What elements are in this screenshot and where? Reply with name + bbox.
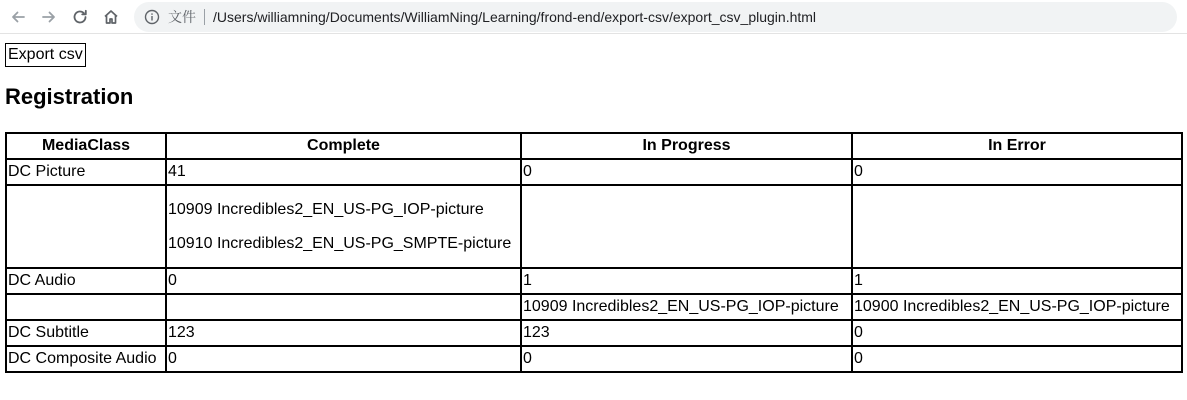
cell-in-error: 0	[852, 346, 1182, 372]
cell-mediaclass	[6, 185, 166, 268]
table-row	[6, 159, 1182, 185]
cell-in-error: 0	[852, 320, 1182, 346]
cell-in-error: 0	[852, 159, 1182, 185]
back-button[interactable]	[7, 6, 29, 28]
cell-mediaclass	[6, 294, 166, 320]
arrow-left-icon	[9, 8, 27, 26]
arrow-right-icon	[40, 8, 58, 26]
table-row	[6, 320, 1182, 346]
reload-icon	[71, 8, 89, 26]
cell-mediaclass: DC Picture	[6, 159, 166, 185]
info-icon[interactable]	[144, 9, 160, 25]
address-protocol: 文件	[168, 8, 196, 25]
cell-complete: 0	[166, 346, 521, 372]
cell-mediaclass: DC Subtitle	[6, 320, 166, 346]
reload-button[interactable]	[69, 6, 91, 28]
cell-in-progress	[521, 185, 852, 268]
page-title: Registration	[5, 84, 134, 109]
table-row	[6, 268, 1182, 294]
table-row-detail	[6, 185, 1182, 268]
table-row-detail	[6, 294, 1182, 320]
header-complete: Complete	[166, 133, 521, 159]
cell-mediaclass: DC Audio	[6, 268, 166, 294]
cell-in-progress: 0	[521, 346, 852, 372]
cell-complete: 41	[166, 159, 521, 185]
cell-complete: 0	[166, 268, 521, 294]
table-row	[6, 346, 1182, 372]
cell-complete: 123	[166, 320, 521, 346]
cell-in-error: 10900 Incredibles2_EN_US-PG_IOP-picture	[852, 294, 1182, 320]
cell-complete-list	[166, 185, 521, 268]
page-content	[0, 34, 1187, 373]
cell-in-error	[852, 185, 1182, 268]
browser-toolbar	[0, 0, 1187, 34]
cell-mediaclass: DC Composite Audio	[6, 346, 166, 372]
cell-in-error: 1	[852, 268, 1182, 294]
cell-in-progress: 0	[521, 159, 852, 185]
cell-in-progress: 1	[521, 268, 852, 294]
header-mediaclass: MediaClass	[6, 133, 166, 159]
header-in-progress: In Progress	[521, 133, 852, 159]
cell-in-progress: 10909 Incredibles2_EN_US-PG_IOP-picture	[521, 294, 852, 320]
address-path: /Users/williamning/Documents/WilliamNing/Learning/frond-end/export-csv/export_csv_plugin.html	[213, 8, 817, 25]
export-csv-button[interactable]: Export csv	[5, 43, 86, 67]
list-item: 10909 Incredibles2_EN_US-PG_IOP-picture	[168, 201, 484, 218]
table-header-row	[6, 133, 1182, 159]
home-button[interactable]	[100, 6, 122, 28]
cell-in-progress: 123	[521, 320, 852, 346]
address-bar[interactable]	[134, 2, 1177, 32]
address-separator	[204, 9, 205, 25]
cell-complete	[166, 294, 521, 320]
list-item: 10910 Incredibles2_EN_US-PG_SMPTE-picture	[168, 235, 512, 252]
registration-table	[5, 132, 1183, 373]
home-icon	[102, 8, 120, 26]
forward-button[interactable]	[38, 6, 60, 28]
header-in-error: In Error	[852, 133, 1182, 159]
